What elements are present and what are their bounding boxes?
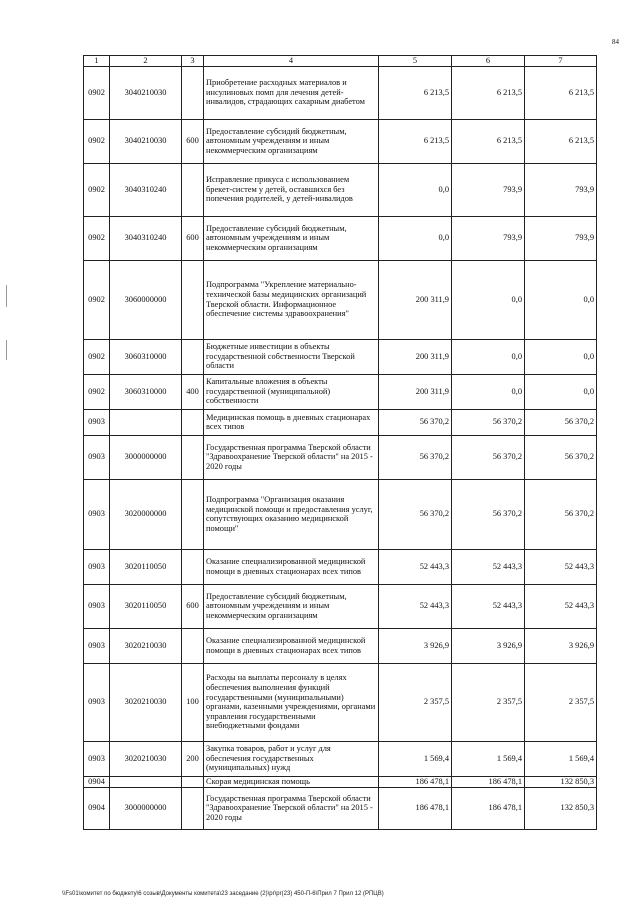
amount-col6-cell: 52 443,3 bbox=[452, 584, 525, 628]
amount-col5-cell: 56 370,2 bbox=[379, 435, 452, 479]
table-row bbox=[84, 435, 597, 479]
section-code-cell: 0902 bbox=[84, 260, 110, 339]
expense-type-cell bbox=[182, 549, 204, 584]
expense-type-cell: 100 bbox=[182, 663, 204, 741]
amount-col6-cell: 6 213,5 bbox=[452, 66, 525, 119]
expense-type-cell: 600 bbox=[182, 584, 204, 628]
section-code-cell: 0903 bbox=[84, 479, 110, 549]
item-name-cell: Предоставление субсидий бюджетным, автономным учреждениям и иным некоммерческим организациям bbox=[204, 216, 379, 260]
item-name-cell: Предоставление субсидий бюджетным, автономным учреждениям и иным некоммерческим организациям bbox=[204, 584, 379, 628]
amount-col5-cell: 56 370,2 bbox=[379, 479, 452, 549]
target-code-cell bbox=[110, 776, 182, 787]
table-row bbox=[84, 787, 597, 829]
item-name-cell: Скорая медицинская помощь bbox=[204, 776, 379, 787]
table-row bbox=[84, 741, 597, 776]
amount-col6-cell: 0,0 bbox=[452, 260, 525, 339]
amount-col7-cell: 793,9 bbox=[525, 163, 597, 216]
table-row bbox=[84, 776, 597, 787]
item-name-cell: Приобретение расходных материалов и инсулиновых помп для лечения детей-инвалидов, страдающих сахарным диабетом bbox=[204, 66, 379, 119]
expense-type-cell: 600 bbox=[182, 119, 204, 163]
section-code-cell: 0903 bbox=[84, 549, 110, 584]
table-row bbox=[84, 663, 597, 741]
amount-col5-cell: 56 370,2 bbox=[379, 409, 452, 435]
amount-col5-cell: 1 569,4 bbox=[379, 741, 452, 776]
table-row bbox=[84, 119, 597, 163]
amount-col5-cell: 200 311,9 bbox=[379, 374, 452, 409]
table-row bbox=[84, 584, 597, 628]
amount-col5-cell: 2 357,5 bbox=[379, 663, 452, 741]
table-row bbox=[84, 479, 597, 549]
amount-col7-cell: 6 213,5 bbox=[525, 66, 597, 119]
expense-type-cell bbox=[182, 409, 204, 435]
table-row bbox=[84, 216, 597, 260]
amount-col6-cell: 6 213,5 bbox=[452, 119, 525, 163]
expense-type-cell bbox=[182, 628, 204, 663]
item-name-cell: Медицинская помощь в дневных стационарах всех типов bbox=[204, 409, 379, 435]
amount-col7-cell: 3 926,9 bbox=[525, 628, 597, 663]
amount-col5-cell: 52 443,3 bbox=[379, 584, 452, 628]
expense-type-cell bbox=[182, 260, 204, 339]
target-code-cell: 3000000000 bbox=[110, 435, 182, 479]
section-code-cell: 0902 bbox=[84, 374, 110, 409]
target-code-cell: 3020210030 bbox=[110, 663, 182, 741]
item-name-cell: Государственная программа Тверской области "Здравоохранение Тверской области" на 2015 - 2020 годы bbox=[204, 787, 379, 829]
amount-col5-cell: 3 926,9 bbox=[379, 628, 452, 663]
amount-col6-cell: 0,0 bbox=[452, 339, 525, 374]
item-name-cell: Бюджетные инвестиции в объекты государственной собственности Тверской области bbox=[204, 339, 379, 374]
amount-col5-cell: 0,0 bbox=[379, 216, 452, 260]
amount-col5-cell: 6 213,5 bbox=[379, 66, 452, 119]
item-name-cell: Расходы на выплаты персоналу в целях обеспечения выполнения функций государственными (муниципальными) органами, казенными учреждениями, органами управления государственными внебюджетными фондами bbox=[204, 663, 379, 741]
table-row bbox=[84, 374, 597, 409]
col-header-6: 6 bbox=[452, 56, 525, 67]
amount-col7-cell: 793,9 bbox=[525, 216, 597, 260]
amount-col6-cell: 793,9 bbox=[452, 163, 525, 216]
amount-col7-cell: 132 850,3 bbox=[525, 776, 597, 787]
table-row bbox=[84, 339, 597, 374]
scan-margin-line bbox=[6, 340, 7, 360]
target-code-cell: 3040210030 bbox=[110, 119, 182, 163]
amount-col5-cell: 200 311,9 bbox=[379, 339, 452, 374]
item-name-cell: Государственная программа Тверской области "Здравоохранение Тверской области" на 2015 - 2020 годы bbox=[204, 435, 379, 479]
amount-col7-cell: 56 370,2 bbox=[525, 435, 597, 479]
amount-col6-cell: 2 357,5 bbox=[452, 663, 525, 741]
section-code-cell: 0903 bbox=[84, 409, 110, 435]
col-header-3: 3 bbox=[182, 56, 204, 67]
amount-col5-cell: 200 311,9 bbox=[379, 260, 452, 339]
expense-type-cell bbox=[182, 163, 204, 216]
amount-col7-cell: 52 443,3 bbox=[525, 584, 597, 628]
amount-col7-cell: 0,0 bbox=[525, 339, 597, 374]
target-code-cell bbox=[110, 409, 182, 435]
amount-col7-cell: 56 370,2 bbox=[525, 409, 597, 435]
amount-col7-cell: 6 213,5 bbox=[525, 119, 597, 163]
section-code-cell: 0904 bbox=[84, 776, 110, 787]
expense-type-cell bbox=[182, 479, 204, 549]
amount-col6-cell: 56 370,2 bbox=[452, 479, 525, 549]
amount-col6-cell: 56 370,2 bbox=[452, 435, 525, 479]
col-header-4: 4 bbox=[204, 56, 379, 67]
target-code-cell: 3020110050 bbox=[110, 584, 182, 628]
amount-col7-cell: 2 357,5 bbox=[525, 663, 597, 741]
table-row bbox=[84, 409, 597, 435]
target-code-cell: 3060310000 bbox=[110, 374, 182, 409]
expense-type-cell bbox=[182, 776, 204, 787]
expense-type-cell bbox=[182, 787, 204, 829]
amount-col5-cell: 186 478,1 bbox=[379, 776, 452, 787]
amount-col5-cell: 6 213,5 bbox=[379, 119, 452, 163]
scan-margin-line bbox=[6, 285, 7, 307]
target-code-cell: 3040310240 bbox=[110, 163, 182, 216]
expense-type-cell bbox=[182, 435, 204, 479]
amount-col6-cell: 1 569,4 bbox=[452, 741, 525, 776]
col-header-5: 5 bbox=[379, 56, 452, 67]
item-name-cell: Капитальные вложения в объекты государственной (муниципальной) собственности bbox=[204, 374, 379, 409]
section-code-cell: 0903 bbox=[84, 741, 110, 776]
page-number: 84 bbox=[612, 38, 619, 46]
item-name-cell: Исправление прикуса с использованием брекет-систем у детей, оставшихся без попечения родителей, у детей-инвалидов bbox=[204, 163, 379, 216]
target-code-cell: 3020210030 bbox=[110, 741, 182, 776]
expense-type-cell: 200 bbox=[182, 741, 204, 776]
section-code-cell: 0903 bbox=[84, 584, 110, 628]
section-code-cell: 0902 bbox=[84, 339, 110, 374]
col-header-7: 7 bbox=[525, 56, 597, 67]
item-name-cell: Оказание специализированной медицинской помощи в дневных стационарах всех типов bbox=[204, 549, 379, 584]
expense-type-cell: 400 bbox=[182, 374, 204, 409]
amount-col6-cell: 56 370,2 bbox=[452, 409, 525, 435]
section-code-cell: 0903 bbox=[84, 435, 110, 479]
col-header-2: 2 bbox=[110, 56, 182, 67]
section-code-cell: 0904 bbox=[84, 787, 110, 829]
amount-col7-cell: 56 370,2 bbox=[525, 479, 597, 549]
item-name-cell: Предоставление субсидий бюджетным, автономным учреждениям и иным некоммерческим организациям bbox=[204, 119, 379, 163]
amount-col5-cell: 186 478,1 bbox=[379, 787, 452, 829]
table-row bbox=[84, 260, 597, 339]
target-code-cell: 3060000000 bbox=[110, 260, 182, 339]
amount-col5-cell: 0,0 bbox=[379, 163, 452, 216]
section-code-cell: 0902 bbox=[84, 216, 110, 260]
amount-col6-cell: 0,0 bbox=[452, 374, 525, 409]
target-code-cell: 3020110050 bbox=[110, 549, 182, 584]
target-code-cell: 3020210030 bbox=[110, 628, 182, 663]
section-code-cell: 0903 bbox=[84, 663, 110, 741]
column-number-row bbox=[84, 56, 597, 67]
amount-col6-cell: 186 478,1 bbox=[452, 787, 525, 829]
amount-col7-cell: 0,0 bbox=[525, 374, 597, 409]
item-name-cell: Подпрограмма "Укрепление материально-технической базы медицинских организаций Тверской области. Информационное обеспечение системы здравоохранения" bbox=[204, 260, 379, 339]
target-code-cell: 3060310000 bbox=[110, 339, 182, 374]
target-code-cell: 3020000000 bbox=[110, 479, 182, 549]
col-header-1: 1 bbox=[84, 56, 110, 67]
section-code-cell: 0902 bbox=[84, 163, 110, 216]
table-row bbox=[84, 163, 597, 216]
footer-file-path: \\Fs01\комитет по бюджету\6 созыв\Документы комитета\23 заседание (2)\pr\pr(23) 450-П-6\Прил 7 Прил 12 (РПЦВ) bbox=[62, 891, 384, 897]
amount-col7-cell: 0,0 bbox=[525, 260, 597, 339]
expense-type-cell bbox=[182, 66, 204, 119]
expense-type-cell bbox=[182, 339, 204, 374]
amount-col6-cell: 3 926,9 bbox=[452, 628, 525, 663]
item-name-cell: Оказание специализированной медицинской помощи в дневных стационарах всех типов bbox=[204, 628, 379, 663]
table-row bbox=[84, 66, 597, 119]
table-row bbox=[84, 549, 597, 584]
section-code-cell: 0902 bbox=[84, 119, 110, 163]
amount-col6-cell: 793,9 bbox=[452, 216, 525, 260]
amount-col7-cell: 132 850,3 bbox=[525, 787, 597, 829]
amount-col7-cell: 1 569,4 bbox=[525, 741, 597, 776]
budget-table bbox=[83, 55, 597, 830]
amount-col6-cell: 52 443,3 bbox=[452, 549, 525, 584]
amount-col5-cell: 52 443,3 bbox=[379, 549, 452, 584]
expense-type-cell: 600 bbox=[182, 216, 204, 260]
target-code-cell: 3040210030 bbox=[110, 66, 182, 119]
amount-col7-cell: 52 443,3 bbox=[525, 549, 597, 584]
section-code-cell: 0903 bbox=[84, 628, 110, 663]
section-code-cell: 0902 bbox=[84, 66, 110, 119]
item-name-cell: Подпрограмма "Организация оказания медицинской помощи и предоставления услуг, сопутствующих оказанию медицинской помощи" bbox=[204, 479, 379, 549]
table-row bbox=[84, 628, 597, 663]
item-name-cell: Закупка товаров, работ и услуг для обеспечения государственных (муниципальных) нужд bbox=[204, 741, 379, 776]
target-code-cell: 3000000000 bbox=[110, 787, 182, 829]
target-code-cell: 3040310240 bbox=[110, 216, 182, 260]
amount-col6-cell: 186 478,1 bbox=[452, 776, 525, 787]
